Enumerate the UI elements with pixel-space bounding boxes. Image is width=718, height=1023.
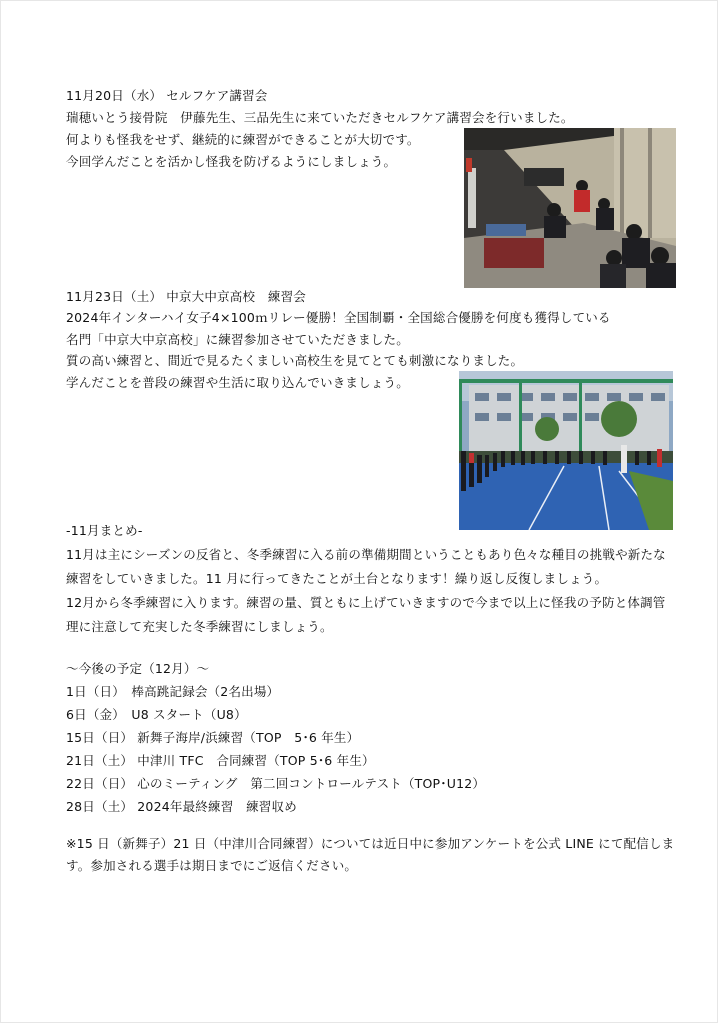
- section2-line-4: 学んだことを普段の練習や生活に取り込んでいきましょう。: [66, 375, 409, 390]
- summary-line-1: 11月は主にシーズンの反省と、冬季練習に入る前の準備期間ということもあり色々な種目の挑戦や新たな: [66, 547, 666, 562]
- section1-heading: 11月20日（水） セルフケア講習会: [66, 88, 268, 103]
- schedule-item-5: 22日（日） 心のミーティング 第二回コントロールテスト（TOP･U12）: [66, 776, 486, 791]
- summary-line-3: 12月から冬季練習に入ります。練習の量、質ともに上げていきますので今まで以上に怪我の予防と体調管: [66, 595, 666, 610]
- schedule-item-2: 6日（金） U8 スタート（U8）: [66, 707, 247, 722]
- section2-line-2: 名門「中京大中京高校」に練習参加させていただきました。: [66, 332, 409, 347]
- summary-line-2: 練習をしていきました。11 月に行ってきたことが土台となります！繰り返し反復しましょう。: [66, 571, 608, 586]
- schedule-item-1: 1日（日） 棒高跳記録会（2名出場）: [66, 684, 280, 699]
- section2-line-1: 2024年インターハイ女子4×100ｍリレー優勝！全国制覇・全国総合優勝を何度も獲得している: [66, 310, 611, 325]
- track-practice-photo: [459, 371, 673, 530]
- section1-line-2: 何よりも怪我をせず、継続的に練習ができることが大切です。: [66, 132, 420, 147]
- section2-line-3: 質の高い練習と、間近で見るたくましい高校生を見てとても刺激になりました。: [66, 353, 524, 368]
- schedule-item-4: 21日（土） 中津川 TFC 合同練習（TOP 5･6 年生）: [66, 753, 375, 768]
- section2-heading: 11月23日（土） 中京大中京高校 練習会: [66, 289, 306, 304]
- schedule-heading: ～今後の予定（12月）～: [66, 661, 210, 676]
- note-line-1: ※15 日（新舞子）21 日（中津川合同練習）については近日中に参加アンケートを公式 LINE にて配信しま: [66, 836, 675, 851]
- section1-line-1: 瑞穂いとう接骨院 伊藤先生、三品先生に来ていただきセルフケア講習会を行いました。: [66, 110, 574, 125]
- seminar-photo: [464, 128, 676, 288]
- summary-line-4: 理に注意して充実した冬季練習にしましょう。: [66, 619, 333, 634]
- schedule-item-3: 15日（日） 新舞子海岸/浜練習（TOP 5･6 年生）: [66, 730, 360, 745]
- summary-heading: -11月まとめ-: [66, 523, 143, 538]
- note-line-2: す。参加される選手は期日までにご返信ください。: [66, 858, 358, 873]
- schedule-item-6: 28日（土） 2024年最終練習 練習収め: [66, 799, 297, 814]
- section1-line-3: 今回学んだことを活かし怪我を防げるようにしましょう。: [66, 154, 397, 169]
